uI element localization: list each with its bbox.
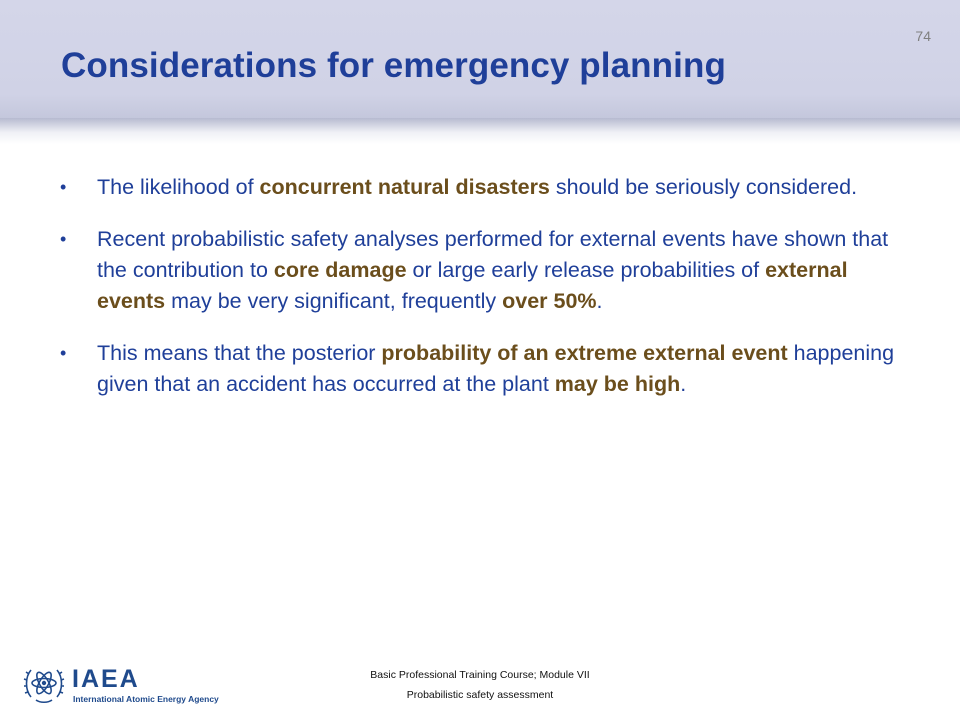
highlighted-phrase: may be high xyxy=(554,372,681,396)
iaea-logo xyxy=(22,661,232,705)
text-segment: may be very significant, frequently xyxy=(165,289,503,313)
text-segment: Recent probabilistic safety analyses performed for external events have shown that the contribution to xyxy=(97,227,889,282)
text-segment: or large early release probabilities of xyxy=(406,258,766,282)
text-segment: This means that the posterior xyxy=(97,341,382,365)
header-shadow xyxy=(0,118,960,144)
bullet-dot-icon: • xyxy=(60,343,67,363)
highlighted-phrase: core damage xyxy=(273,258,407,282)
bullet-text xyxy=(97,175,857,199)
footer-topic: Probabilistic safety assessment xyxy=(406,689,554,701)
bullet-list xyxy=(60,172,910,421)
highlighted-phrase: over 50% xyxy=(502,289,597,313)
bullet-item xyxy=(60,172,910,203)
footer-course: Basic Professional Training Course; Module VII xyxy=(370,669,590,681)
text-segment: . xyxy=(596,289,603,313)
slide-title: Considerations for emergency planning xyxy=(61,46,726,85)
bullet-dot-icon: • xyxy=(60,229,67,249)
text-segment: happening given that an accident has occurred at the plant xyxy=(97,341,895,396)
bullet-text xyxy=(97,227,888,313)
text-segment: . xyxy=(680,372,687,396)
highlighted-phrase: concurrent natural disasters xyxy=(259,175,550,199)
text-segment: should be seriously considered. xyxy=(549,175,858,199)
bullet-item xyxy=(60,338,910,400)
atom-laurel-icon xyxy=(22,661,66,705)
highlighted-phrase: external events xyxy=(97,258,848,313)
bullet-dot-icon: • xyxy=(60,177,67,197)
bullet-text xyxy=(97,341,894,396)
text-segment: The likelihood of xyxy=(97,175,260,199)
logo-wordmark: IAEA xyxy=(72,665,140,693)
highlighted-phrase: probability of an extreme external event xyxy=(381,341,788,365)
logo-subtitle: International Atomic Energy Agency xyxy=(73,694,219,704)
page-number: 74 xyxy=(915,28,931,44)
bullet-item xyxy=(60,224,910,317)
